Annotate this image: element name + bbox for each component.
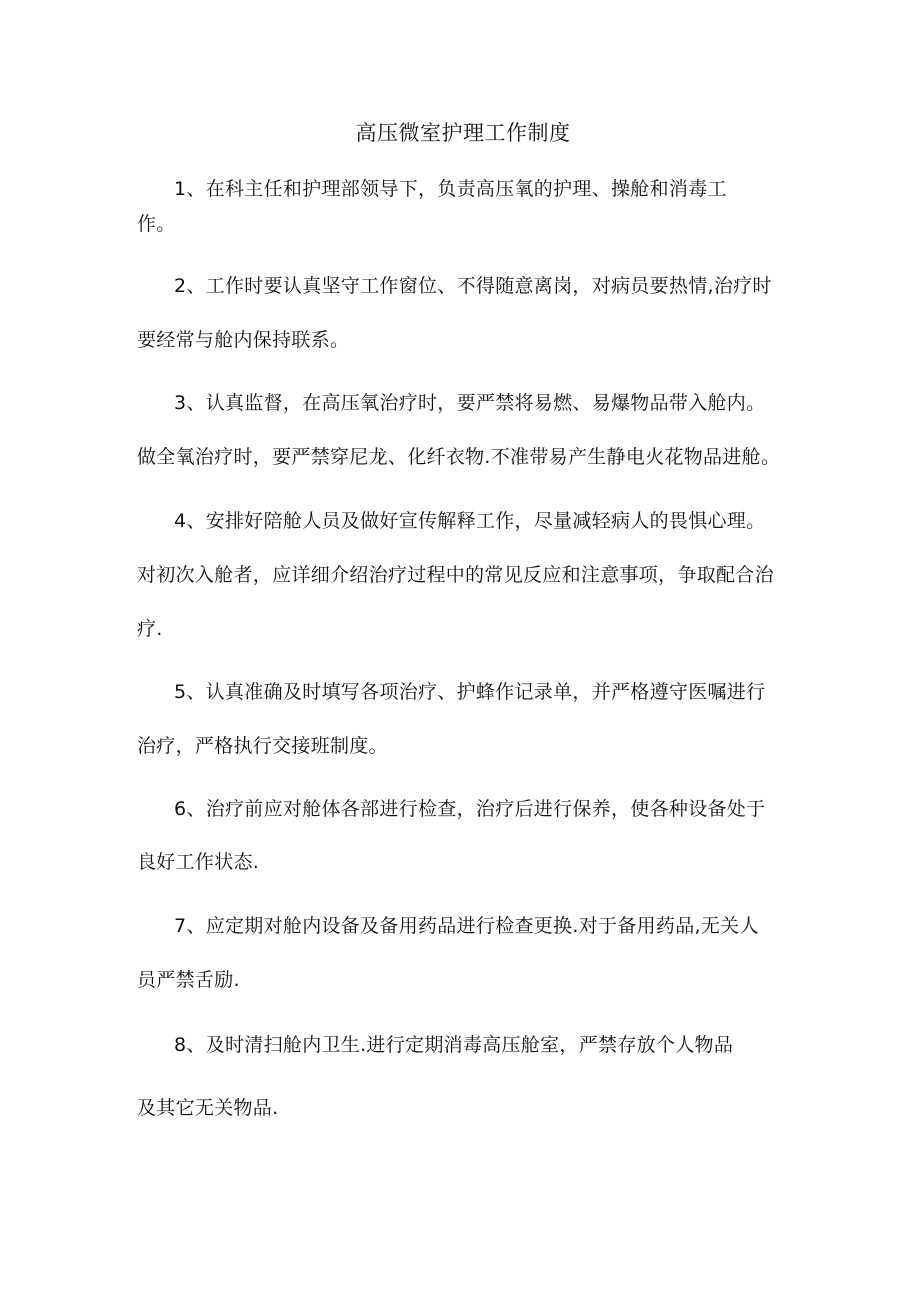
- clause-2-line-1: 2、工作时要认真坚守工作窗位、不得随意离岗，对病员要热情,治疗时: [174, 275, 772, 297]
- clause-2-line-2: 要经常与舱内保持联系。: [137, 329, 350, 351]
- clause-7-line-2: 员严禁舌励.: [137, 969, 240, 991]
- clause-4-line-1: 4、安排好陪舱人员及做好宣传解释工作，尽量减轻病人的畏惧心理。: [174, 510, 766, 532]
- clause-8-line-2: 及其它无关物品.: [137, 1097, 279, 1119]
- clause-5-line-2: 治疗，严格执行交接班制度。: [137, 735, 388, 757]
- clause-3-line-1: 3、认真监督，在高压氧治疗时，要严禁将易燃、易爆物品带入舱内。: [174, 392, 766, 414]
- clause-5-line-1: 5、认真准确及时填写各项治疗、护蜂作记录单，并严格遵守医嘱进行: [174, 681, 766, 703]
- document-title: 高压微室护理工作制度: [355, 121, 571, 145]
- clause-4-line-2: 对初次入舱者，应详细介绍治疗过程中的常见反应和注意事项，争取配合治: [137, 564, 774, 586]
- clause-6-line-2: 良好工作状态.: [137, 851, 260, 873]
- clause-1-line-1: 1、在科主任和护理部领导下，负责高压氧的护理、操舱和消毒工: [174, 178, 727, 200]
- clause-4-line-3: 疗.: [137, 618, 163, 640]
- clause-1-line-2: 作。: [137, 213, 176, 235]
- clause-6-line-1: 6、治疗前应对舱体各部进行检查，治疗后进行保养，使各种设备处于: [174, 798, 766, 820]
- clause-7-line-1: 7、应定期对舱内设备及备用药品进行检查更换.对于备用药品,无关人: [174, 915, 759, 937]
- clause-8-line-1: 8、及时清扫舱内卫生.进行定期消毒高压舱室，严禁存放个人物品: [174, 1034, 734, 1056]
- clause-3-line-2: 做全氧治疗时，要严禁穿尼龙、化纤衣物.不准带易产生静电火花物品进舱。: [137, 446, 781, 468]
